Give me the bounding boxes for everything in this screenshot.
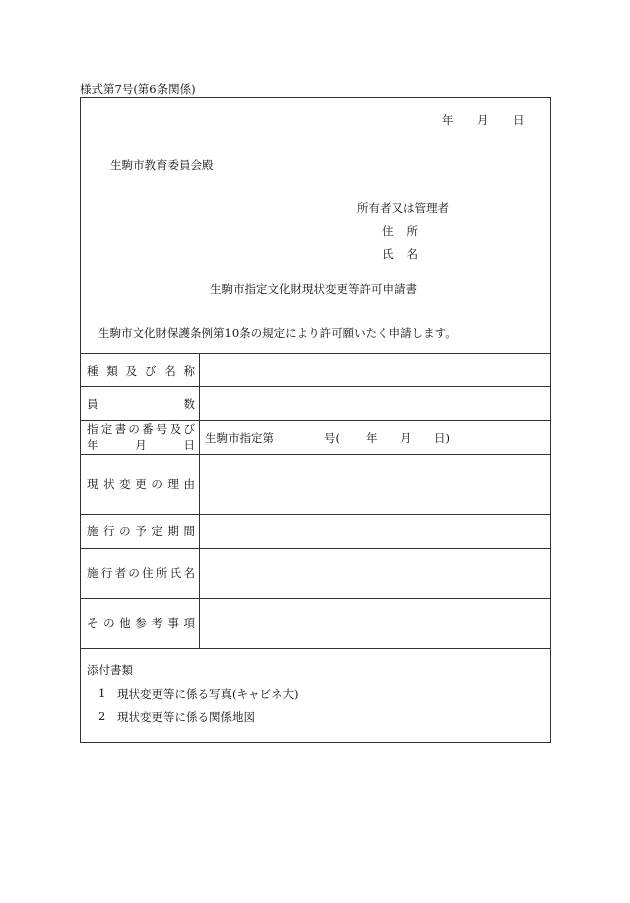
label-certificate-line2: 年 月 日 — [87, 438, 195, 452]
table-bottom-rule — [81, 648, 550, 649]
certificate-day-label: 日) — [434, 431, 450, 445]
certificate-prefix: 生駒市指定第 — [205, 431, 274, 445]
document-title: 生駒市指定文化財現状変更等許可申請書 — [210, 282, 417, 296]
label-certificate-line1: 指 定 書 の 番 号 及 び — [87, 422, 195, 436]
row-divider — [81, 386, 550, 387]
applicant-title: 所有者又は管理者 — [357, 201, 449, 215]
application-form — [80, 97, 551, 743]
label-column-divider — [199, 353, 200, 648]
label-other-reference: そ の 他 参 考 事 項 — [87, 616, 195, 630]
name-label: 氏 名 — [382, 247, 418, 261]
row-divider — [81, 454, 550, 455]
table-top-rule — [81, 353, 550, 354]
row-divider — [81, 598, 550, 599]
row-divider — [81, 548, 550, 549]
attachment-item-number: 1 — [98, 686, 106, 700]
request-statement: 生駒市文化財保護条例第10条の規定により許可願いたく申請します。 — [98, 326, 457, 340]
certificate-month-label: 月 — [400, 431, 412, 445]
date-day-label: 日 — [513, 113, 525, 127]
attachment-item-text: 現状変更等に係る写真(キャビネ大) — [117, 687, 299, 701]
attachment-item-number: 2 — [98, 709, 106, 723]
date-month-label: 月 — [477, 113, 489, 127]
row-divider — [81, 514, 550, 515]
attachment-item-text: 現状変更等に係る関係地図 — [117, 710, 255, 724]
label-executor: 施 行 者 の 住 所 氏 名 — [87, 566, 195, 580]
label-period: 施 行 の 予 定 期 間 — [87, 524, 195, 538]
label-reason: 現 状 変 更 の 理 由 — [87, 477, 195, 491]
label-type-and-name: 種 類 及 び 名 称 — [87, 364, 195, 378]
date-year-label: 年 — [442, 113, 454, 127]
attachments-heading: 添付書類 — [87, 663, 133, 677]
addressee: 生駒市教育委員会殿 — [110, 158, 214, 172]
certificate-number-suffix: 号( — [324, 431, 340, 445]
label-count: 員 数 — [87, 397, 195, 411]
certificate-year-label: 年 — [366, 431, 378, 445]
form-number: 様式第7号(第6条関係) — [80, 82, 196, 96]
address-label: 住 所 — [382, 224, 418, 238]
